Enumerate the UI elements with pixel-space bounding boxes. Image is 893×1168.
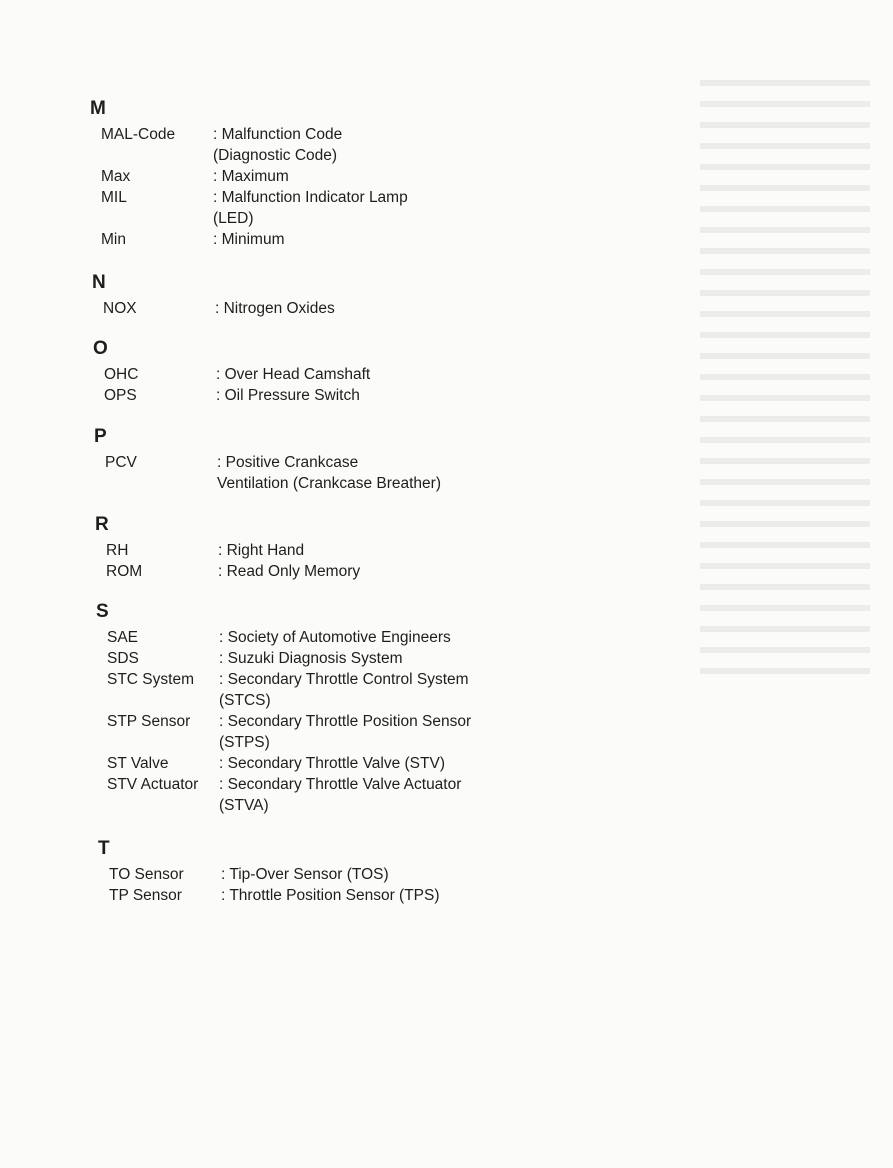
glossary-entry [104, 385, 370, 406]
section-letter: N [92, 272, 106, 293]
section-letter: P [94, 426, 107, 447]
section-n [92, 272, 335, 319]
glossary-entry [101, 229, 408, 250]
glossary-entry [107, 669, 471, 711]
abbreviation: SAE [107, 629, 139, 646]
abbreviation: STP Sensor [107, 713, 191, 730]
glossary-entry [107, 648, 471, 669]
section-t [98, 838, 440, 906]
abbreviation: RH [106, 542, 129, 559]
definition: : Tip-Over Sensor (TOS) [221, 866, 389, 883]
abbreviation: STC System [107, 671, 194, 688]
glossary-entry [101, 187, 408, 229]
abbreviation: MIL [101, 189, 127, 206]
definition: : Over Head Camshaft [216, 366, 371, 383]
glossary-entry [107, 774, 471, 816]
abbreviation: TP Sensor [109, 887, 182, 904]
glossary-entry [101, 166, 408, 187]
glossary-entry [103, 298, 335, 319]
abbreviation: Max [101, 168, 131, 185]
glossary-entry [106, 540, 360, 561]
section-letter: S [96, 601, 109, 622]
glossary-entry [106, 561, 360, 582]
definition: : Right Hand [218, 542, 305, 559]
section-o [93, 338, 371, 406]
definition: : Oil Pressure Switch [216, 387, 360, 404]
abbreviation: Min [101, 231, 126, 248]
abbreviation: NOX [103, 300, 137, 317]
definition: : Society of Automotive Engineers [219, 629, 451, 646]
definition: : Read Only Memory [218, 563, 361, 580]
definition: : Malfunction Code (Diagnostic Code) [213, 126, 343, 164]
glossary-entry [107, 627, 471, 648]
abbreviation: STV Actuator [107, 776, 199, 793]
definition: : Secondary Throttle Position Sensor (STPS) [219, 713, 472, 751]
definition: : Nitrogen Oxides [215, 300, 335, 317]
glossary-entry [109, 864, 440, 885]
definition: : Suzuki Diagnosis System [219, 650, 403, 667]
definition: : Secondary Throttle Valve (STV) [219, 755, 445, 772]
abbreviation: SDS [107, 650, 139, 667]
glossary-entry [101, 124, 408, 166]
section-letter: M [90, 98, 106, 119]
abbreviation: OHC [104, 366, 139, 383]
abbreviation: OPS [104, 387, 137, 404]
definition: : Positive Crankcase Ventilation (Crankcase Breather) [217, 454, 442, 492]
section-p [94, 426, 442, 494]
definition: : Malfunction Indicator Lamp (LED) [213, 189, 408, 227]
glossary-entry [107, 711, 471, 753]
abbreviation: ROM [106, 563, 143, 580]
abbreviation: PCV [105, 454, 137, 471]
section-s [96, 601, 472, 816]
definition: : Throttle Position Sensor (TPS) [221, 887, 440, 904]
bleed-through-shadow [700, 80, 870, 680]
section-m [90, 98, 408, 250]
glossary-entry [104, 364, 370, 385]
definition: : Secondary Throttle Valve Actuator (STVA) [219, 776, 462, 814]
abbreviation: MAL-Code [101, 126, 176, 143]
section-letter: R [95, 514, 109, 535]
definition: : Minimum [213, 231, 285, 248]
section-letter: O [93, 338, 108, 359]
definition: : Maximum [213, 168, 289, 185]
section-r [95, 514, 361, 582]
glossary-entry [107, 753, 471, 774]
abbreviation: ST Valve [107, 755, 169, 772]
glossary-entry [109, 885, 440, 906]
section-letter: T [98, 838, 110, 859]
definition: : Secondary Throttle Control System (STCS) [219, 671, 469, 709]
glossary-entry [105, 452, 441, 494]
abbreviation: TO Sensor [109, 866, 184, 883]
